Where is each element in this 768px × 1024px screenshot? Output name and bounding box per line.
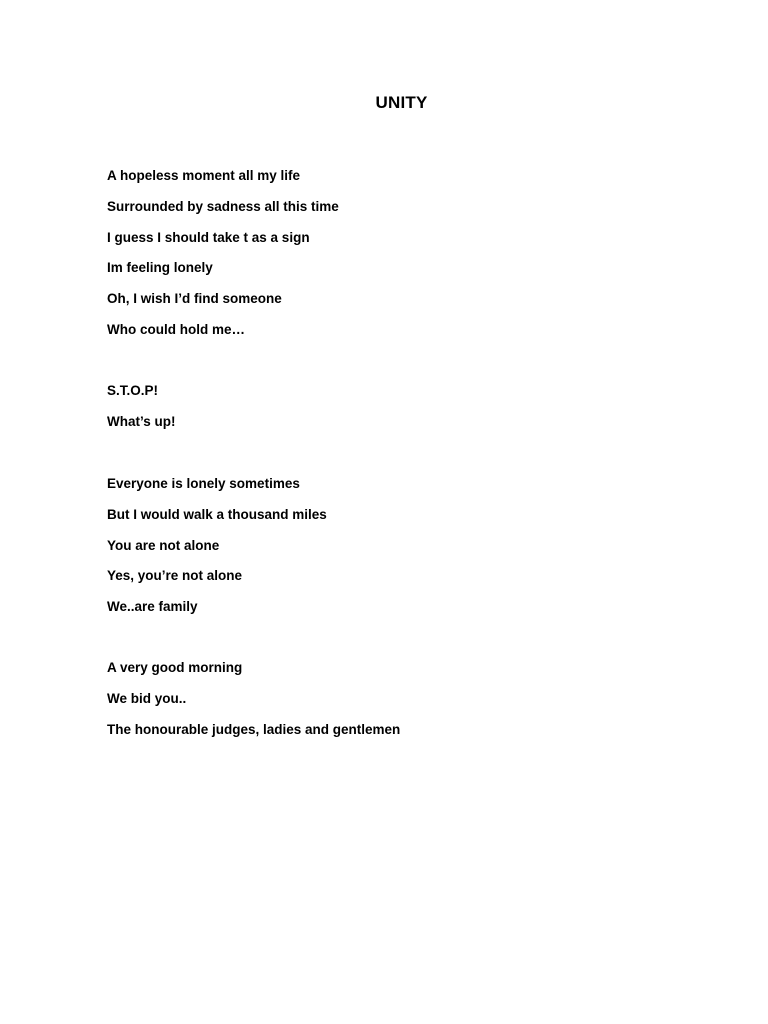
poem-line: You are not alone [107,537,220,553]
poem-line: I guess I should take t as a sign [107,229,310,245]
poem-line: Yes, you’re not alone [107,568,243,584]
stanza [107,167,707,352]
document-title: UNITY [375,93,428,112]
poem-line: A very good morning [107,660,243,675]
stanza [107,475,707,629]
poem-line: Everyone is lonely sometimes [107,476,300,491]
poem-line: Im feeling lonely [107,260,213,276]
poem-line: We bid you.. [107,690,187,706]
poem-line: S.T.O.P! [107,383,159,398]
poem-line: We..are family [107,599,198,615]
poem-line: Who could hold me… [107,321,245,337]
stanza [107,382,707,444]
poem-line: Surrounded by sadness all this time [107,198,339,214]
poem-line: Oh, I wish I’d find someone [107,291,282,307]
poem-line: The honourable judges, ladies and gentlemen [107,721,401,737]
poem-line: What’s up! [107,413,176,429]
stanza [107,659,707,751]
poem-line: But I would walk a thousand miles [107,506,327,522]
poem-line: A hopeless moment all my life [107,168,301,183]
